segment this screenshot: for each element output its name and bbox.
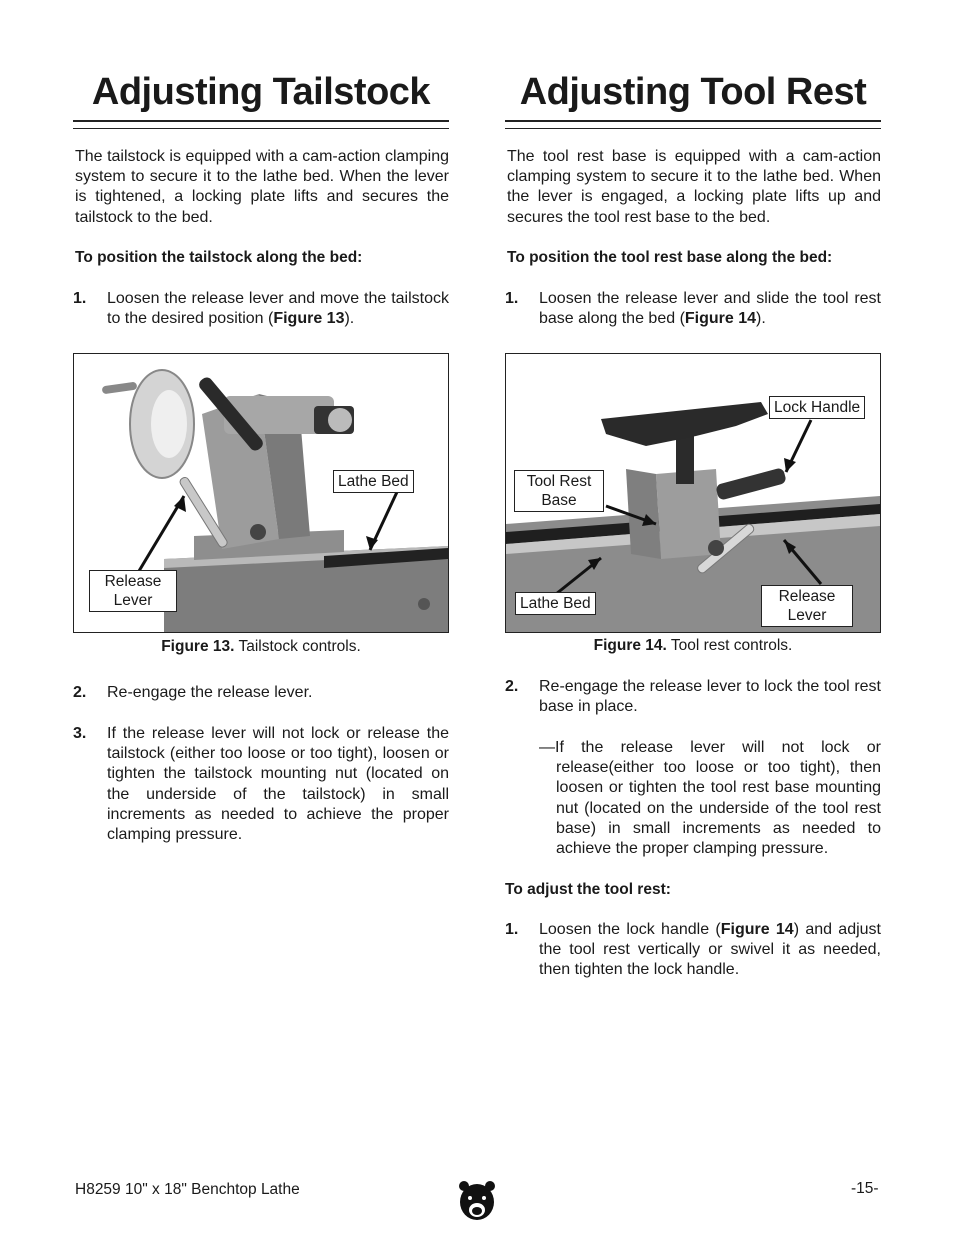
callout-release-lever: Release Lever	[89, 570, 177, 612]
toolrest-intro: The tool rest base is equipped with a cam-action clamping system to secure it to the lathe bed. When the lever is engaged, a locking plate lifts up and secures the tool rest base to the bed.	[507, 148, 881, 226]
callout-lathe-bed: Lathe Bed	[333, 470, 414, 493]
figure-ref: Figure 13	[273, 310, 345, 328]
callout-lathe-bed: Lathe Bed	[515, 592, 596, 615]
figure-13-tailstock	[73, 353, 449, 633]
figure-ref: Figure 14	[684, 310, 757, 328]
page-number: -15-	[851, 1180, 879, 1197]
callout-release-lever: Release Lever	[761, 585, 853, 627]
title-rule	[73, 120, 449, 129]
tailstock-intro: The tailstock is equipped with a cam-action clamping system to secure it to the lathe bed. When the lever is tightened, a locking plate lifts and secures the tailstock to the bed.	[75, 148, 449, 226]
callout-lock-handle: Lock Handle	[769, 396, 865, 419]
adjust-step-1: 1. Loosen the lock handle (Figure 14) and adjust the tool rest vertically or swivel it as needed, then tighten the lock handle.	[505, 921, 881, 979]
tailstock-step-1: 1. Loosen the release lever and move the tailstock to the desired position (Figure 13).	[73, 290, 449, 328]
tailstock-step-3: 3. If the release lever will not lock or release the tailstock (either too loose or too tight), loosen or tighten the tailstock mounting nut (located on the underside of the tailstock) in small increments as needed to achieve the proper clamping pressure.	[73, 725, 449, 844]
section-title-tailstock: Adjusting Tailstock	[91, 71, 431, 113]
section-title-tool-rest: Adjusting Tool Rest	[519, 71, 867, 113]
tailstock-step-2: 2. Re-engage the release lever.	[73, 684, 313, 701]
figure-ref: Figure 14	[720, 921, 794, 938]
figure-14-caption: Figure 14. Tool rest controls.	[593, 637, 793, 654]
figure-13-caption: Figure 13. Tailstock controls.	[161, 638, 361, 655]
title-rule	[505, 120, 881, 129]
figure-14-tool-rest	[505, 353, 881, 633]
adjust-tool-rest-subheading: To adjust the tool rest:	[505, 881, 671, 898]
toolrest-subheading: To position the tool rest base along the bed:	[507, 249, 833, 266]
footer-model: H8259 10" x 18" Benchtop Lathe	[75, 1181, 300, 1198]
bear-logo-icon	[458, 1178, 496, 1222]
toolrest-step-2: 2. Re-engage the release lever to lock the tool rest base in place.	[505, 678, 881, 716]
toolrest-step-1: 1. Loosen the release lever and slide the tool rest base along the bed (Figure 14).	[505, 290, 881, 328]
toolrest-note: —If the release lever will not lock or release(either too loose or too tight), then loosen or tighten the tool rest base mounting nut (located on the underside of the tool rest base) in small increments as needed to achieve the proper clamping pressure.	[539, 739, 881, 858]
tailstock-subheading: To position the tailstock along the bed:	[75, 249, 363, 266]
callout-tool-rest-base: Tool Rest Base	[514, 470, 604, 512]
